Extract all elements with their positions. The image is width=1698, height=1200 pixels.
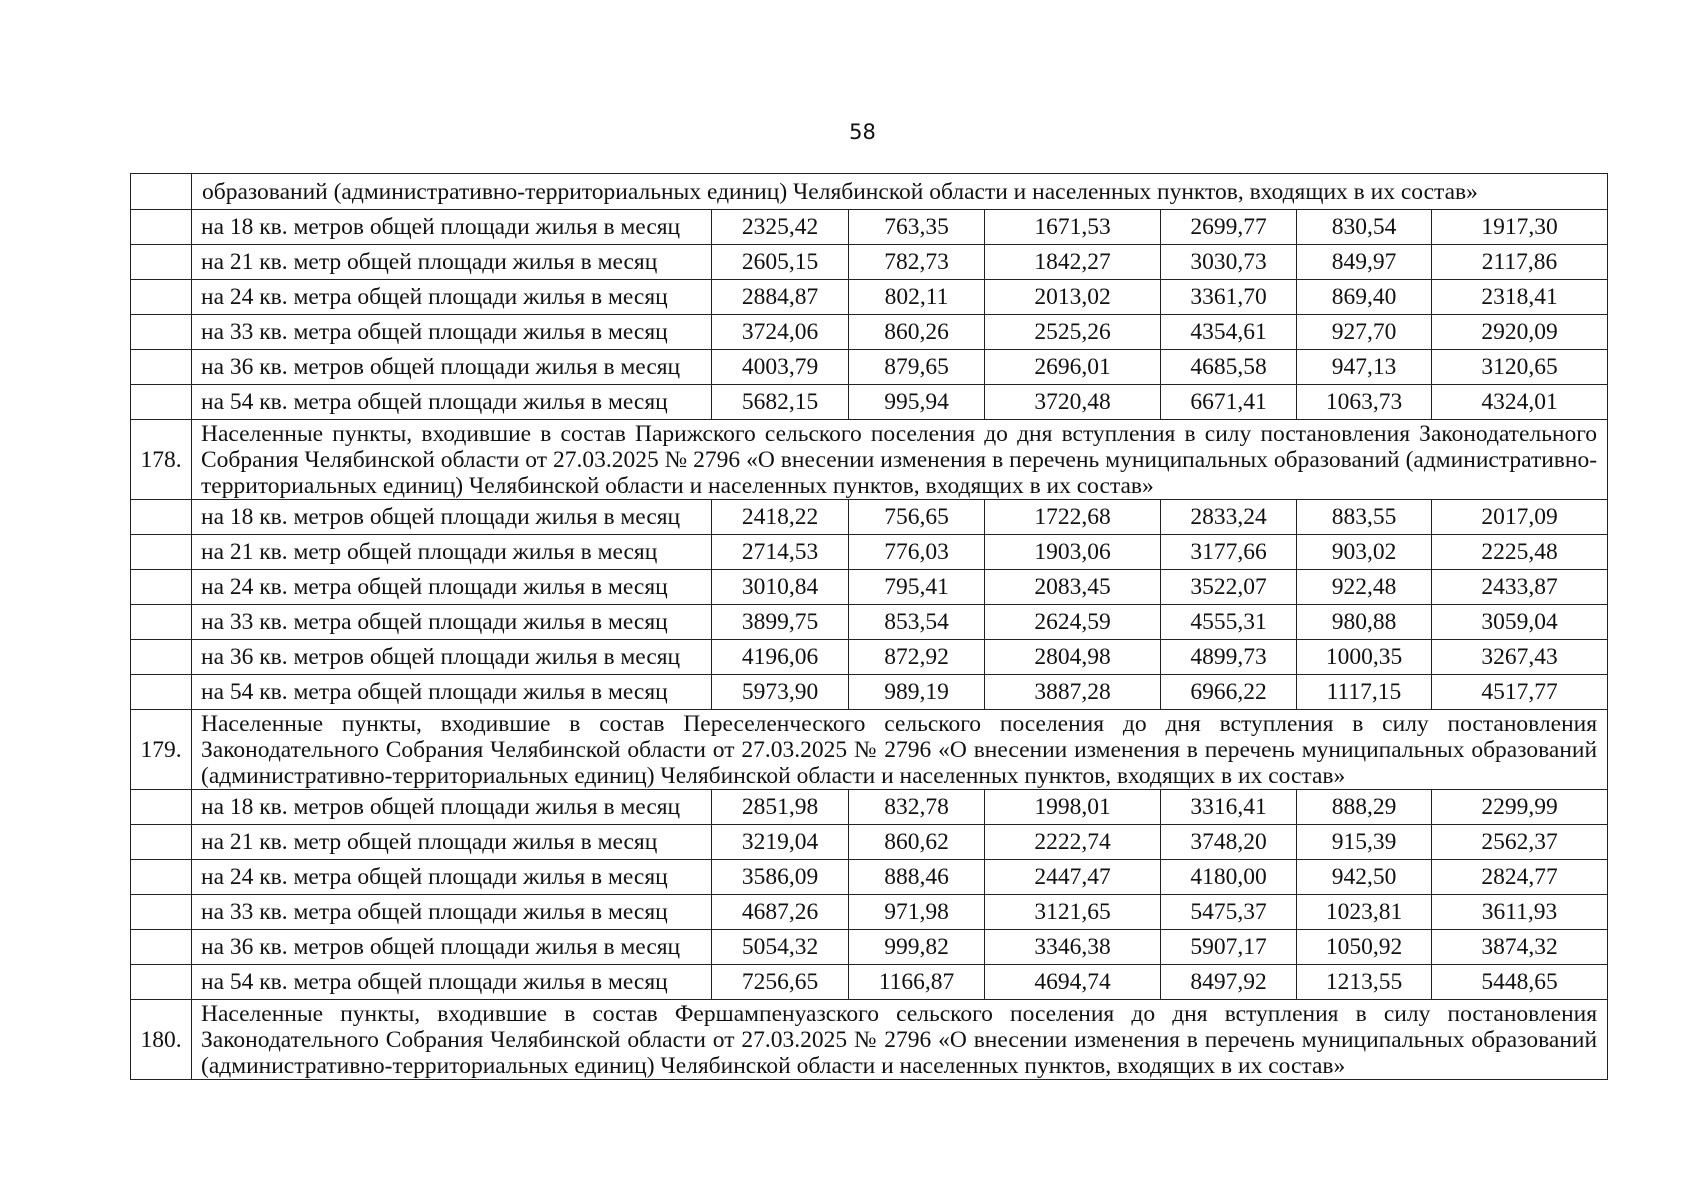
table-row <box>131 930 1608 965</box>
value-cell: 6671,41 <box>1161 385 1297 420</box>
row-label: на 18 кв. метров общей площади жилья в месяц <box>192 500 712 535</box>
section-description: Населенные пункты, входившие в состав Фершампенуазского сельского поселения до дня вступления в силу постановления Законодательного Собрания Челябинской области от 27.03.2025 № 2796 «О внесении изменения в перечень муниципальных образований (административно-территориальных единиц) Челябинской области и населенных пунктов, входящих в их состав» <box>192 1000 1608 1080</box>
row-number-cell <box>131 245 192 280</box>
value-cell: 795,41 <box>849 570 985 605</box>
table-row <box>131 210 1608 245</box>
value-cell: 3611,93 <box>1432 895 1608 930</box>
value-cell: 4003,79 <box>712 350 849 385</box>
value-cell: 3874,32 <box>1432 930 1608 965</box>
value-cell: 4687,26 <box>712 895 849 930</box>
value-cell: 3899,75 <box>712 605 849 640</box>
section-number: 179. <box>131 710 192 790</box>
value-cell: 2824,77 <box>1432 860 1608 895</box>
row-label: на 24 кв. метра общей площади жилья в месяц <box>192 570 712 605</box>
value-cell: 971,98 <box>849 895 985 930</box>
value-cell: 2525,26 <box>985 315 1161 350</box>
value-cell: 2447,47 <box>985 860 1161 895</box>
table-row <box>131 965 1608 1000</box>
section-number: 178. <box>131 420 192 500</box>
value-cell: 2083,45 <box>985 570 1161 605</box>
value-cell: 2696,01 <box>985 350 1161 385</box>
value-cell: 869,40 <box>1297 280 1432 315</box>
value-cell: 2920,09 <box>1432 315 1608 350</box>
section-description: Населенные пункты, входившие в состав Переселенческого сельского поселения до дня вступления в силу постановления Законодательного Собрания Челябинской области от 27.03.2025 № 2796 «О внесении изменения в перечень муниципальных образований (административно-территориальных единиц) Челябинской области и населенных пунктов, входящих в их состав» <box>192 710 1608 790</box>
row-label: на 54 кв. метра общей площади жилья в месяц <box>192 675 712 710</box>
table-row <box>131 535 1608 570</box>
value-cell: 1671,53 <box>985 210 1161 245</box>
value-cell: 2017,09 <box>1432 500 1608 535</box>
table-row <box>131 605 1608 640</box>
value-cell: 2624,59 <box>985 605 1161 640</box>
value-cell: 1998,01 <box>985 790 1161 825</box>
row-label: на 54 кв. метра общей площади жилья в месяц <box>192 385 712 420</box>
value-cell: 2013,02 <box>985 280 1161 315</box>
value-cell: 999,82 <box>849 930 985 965</box>
table-row <box>131 675 1608 710</box>
table-row <box>131 570 1608 605</box>
value-cell: 3010,84 <box>712 570 849 605</box>
table-row <box>131 640 1608 675</box>
section-header-row <box>131 420 1608 500</box>
row-number-cell <box>131 385 192 420</box>
value-cell: 1903,06 <box>985 535 1161 570</box>
row-number-cell <box>131 640 192 675</box>
row-label: на 18 кв. метров общей площади жилья в месяц <box>192 790 712 825</box>
value-cell: 802,11 <box>849 280 985 315</box>
row-number-cell <box>131 210 192 245</box>
value-cell: 2418,22 <box>712 500 849 535</box>
value-cell: 2714,53 <box>712 535 849 570</box>
value-cell: 4354,61 <box>1161 315 1297 350</box>
value-cell: 2562,37 <box>1432 825 1608 860</box>
row-label: на 54 кв. метра общей площади жилья в месяц <box>192 965 712 1000</box>
value-cell: 3177,66 <box>1161 535 1297 570</box>
value-cell: 3267,43 <box>1432 640 1608 675</box>
value-cell: 3720,48 <box>985 385 1161 420</box>
row-number-cell <box>131 860 192 895</box>
value-cell: 3522,07 <box>1161 570 1297 605</box>
value-cell: 5475,37 <box>1161 895 1297 930</box>
value-cell: 2699,77 <box>1161 210 1297 245</box>
table-row <box>131 315 1608 350</box>
value-cell: 942,50 <box>1297 860 1432 895</box>
value-cell: 2884,87 <box>712 280 849 315</box>
value-cell: 4196,06 <box>712 640 849 675</box>
value-cell: 4324,01 <box>1432 385 1608 420</box>
value-cell: 2433,87 <box>1432 570 1608 605</box>
row-number-cell <box>131 605 192 640</box>
table-body <box>131 174 1608 1080</box>
row-label: на 36 кв. метров общей площади жилья в месяц <box>192 640 712 675</box>
section-header-row <box>131 710 1608 790</box>
value-cell: 989,19 <box>849 675 985 710</box>
value-cell: 872,92 <box>849 640 985 675</box>
table-row <box>131 500 1608 535</box>
value-cell: 915,39 <box>1297 825 1432 860</box>
value-cell: 5682,15 <box>712 385 849 420</box>
row-number-cell <box>131 350 192 385</box>
value-cell: 5973,90 <box>712 675 849 710</box>
row-number-cell <box>131 570 192 605</box>
value-cell: 782,73 <box>849 245 985 280</box>
value-cell: 3361,70 <box>1161 280 1297 315</box>
section-number: 180. <box>131 1000 192 1080</box>
value-cell: 927,70 <box>1297 315 1432 350</box>
value-cell: 756,65 <box>849 500 985 535</box>
row-number-cell <box>131 535 192 570</box>
row-number-cell <box>131 675 192 710</box>
value-cell: 903,02 <box>1297 535 1432 570</box>
row-label: на 36 кв. метров общей площади жилья в месяц <box>192 930 712 965</box>
value-cell: 3120,65 <box>1432 350 1608 385</box>
value-cell: 883,55 <box>1297 500 1432 535</box>
value-cell: 3346,38 <box>985 930 1161 965</box>
row-number-cell <box>131 280 192 315</box>
row-number-cell <box>131 500 192 535</box>
table-row <box>131 385 1608 420</box>
value-cell: 3059,04 <box>1432 605 1608 640</box>
table-row <box>131 245 1608 280</box>
value-cell: 5054,32 <box>712 930 849 965</box>
tariff-table <box>130 173 1608 1080</box>
value-cell: 1917,30 <box>1432 210 1608 245</box>
row-label: на 21 кв. метр общей площади жилья в месяц <box>192 825 712 860</box>
value-cell: 3121,65 <box>985 895 1161 930</box>
value-cell: 2222,74 <box>985 825 1161 860</box>
value-cell: 3030,73 <box>1161 245 1297 280</box>
value-cell: 1842,27 <box>985 245 1161 280</box>
row-number-cell <box>131 895 192 930</box>
continuation-row <box>131 174 1608 210</box>
row-label: на 33 кв. метра общей площади жилья в месяц <box>192 315 712 350</box>
value-cell: 3586,09 <box>712 860 849 895</box>
row-label: на 33 кв. метра общей площади жилья в месяц <box>192 895 712 930</box>
value-cell: 2225,48 <box>1432 535 1608 570</box>
value-cell: 1063,73 <box>1297 385 1432 420</box>
value-cell: 879,65 <box>849 350 985 385</box>
value-cell: 860,62 <box>849 825 985 860</box>
value-cell: 922,48 <box>1297 570 1432 605</box>
row-label: на 24 кв. метра общей площади жилья в месяц <box>192 280 712 315</box>
value-cell: 2851,98 <box>712 790 849 825</box>
row-number-cell <box>131 930 192 965</box>
value-cell: 832,78 <box>849 790 985 825</box>
value-cell: 2804,98 <box>985 640 1161 675</box>
value-cell: 888,29 <box>1297 790 1432 825</box>
value-cell: 6966,22 <box>1161 675 1297 710</box>
value-cell: 2325,42 <box>712 210 849 245</box>
value-cell: 860,26 <box>849 315 985 350</box>
value-cell: 5907,17 <box>1161 930 1297 965</box>
row-number-cell <box>131 965 192 1000</box>
value-cell: 995,94 <box>849 385 985 420</box>
value-cell: 4694,74 <box>985 965 1161 1000</box>
value-cell: 5448,65 <box>1432 965 1608 1000</box>
row-label: на 21 кв. метр общей площади жилья в месяц <box>192 245 712 280</box>
value-cell: 2117,86 <box>1432 245 1608 280</box>
value-cell: 2605,15 <box>712 245 849 280</box>
value-cell: 8497,92 <box>1161 965 1297 1000</box>
section-header-row <box>131 1000 1608 1080</box>
page-number: 58 <box>849 120 876 144</box>
continuation-text: образований (административно-территориальных единиц) Челябинской области и населенных пунктов, входящих в их состав» <box>192 174 1608 210</box>
table-row <box>131 825 1608 860</box>
value-cell: 3724,06 <box>712 315 849 350</box>
table-row <box>131 350 1608 385</box>
value-cell: 4517,77 <box>1432 675 1608 710</box>
row-number-cell <box>131 315 192 350</box>
value-cell: 3748,20 <box>1161 825 1297 860</box>
value-cell: 1050,92 <box>1297 930 1432 965</box>
value-cell: 1117,15 <box>1297 675 1432 710</box>
value-cell: 7256,65 <box>712 965 849 1000</box>
value-cell: 853,54 <box>849 605 985 640</box>
section-description: Населенные пункты, входившие в состав Парижского сельского поселения до дня вступления в силу постановления Законодательного Собрания Челябинской области от 27.03.2025 № 2796 «О внесении изменения в перечень муниципальных образований (административно-территориальных единиц) Челябинской области и населенных пунктов, входящих в их состав» <box>192 420 1608 500</box>
row-number-cell <box>131 174 192 210</box>
table-row <box>131 280 1608 315</box>
value-cell: 2318,41 <box>1432 280 1608 315</box>
value-cell: 2833,24 <box>1161 500 1297 535</box>
row-label: на 36 кв. метров общей площади жилья в месяц <box>192 350 712 385</box>
value-cell: 3887,28 <box>985 675 1161 710</box>
value-cell: 1023,81 <box>1297 895 1432 930</box>
value-cell: 947,13 <box>1297 350 1432 385</box>
value-cell: 1000,35 <box>1297 640 1432 675</box>
value-cell: 776,03 <box>849 535 985 570</box>
value-cell: 4899,73 <box>1161 640 1297 675</box>
row-number-cell <box>131 790 192 825</box>
value-cell: 4685,58 <box>1161 350 1297 385</box>
table-row <box>131 860 1608 895</box>
value-cell: 1722,68 <box>985 500 1161 535</box>
value-cell: 4555,31 <box>1161 605 1297 640</box>
value-cell: 980,88 <box>1297 605 1432 640</box>
table-row <box>131 895 1608 930</box>
value-cell: 849,97 <box>1297 245 1432 280</box>
row-label: на 24 кв. метра общей площади жилья в месяц <box>192 860 712 895</box>
row-label: на 33 кв. метра общей площади жилья в месяц <box>192 605 712 640</box>
row-label: на 18 кв. метров общей площади жилья в месяц <box>192 210 712 245</box>
value-cell: 1166,87 <box>849 965 985 1000</box>
value-cell: 1213,55 <box>1297 965 1432 1000</box>
table-row <box>131 790 1608 825</box>
row-number-cell <box>131 825 192 860</box>
value-cell: 888,46 <box>849 860 985 895</box>
value-cell: 3219,04 <box>712 825 849 860</box>
value-cell: 4180,00 <box>1161 860 1297 895</box>
row-label: на 21 кв. метр общей площади жилья в месяц <box>192 535 712 570</box>
value-cell: 830,54 <box>1297 210 1432 245</box>
value-cell: 2299,99 <box>1432 790 1608 825</box>
value-cell: 763,35 <box>849 210 985 245</box>
value-cell: 3316,41 <box>1161 790 1297 825</box>
